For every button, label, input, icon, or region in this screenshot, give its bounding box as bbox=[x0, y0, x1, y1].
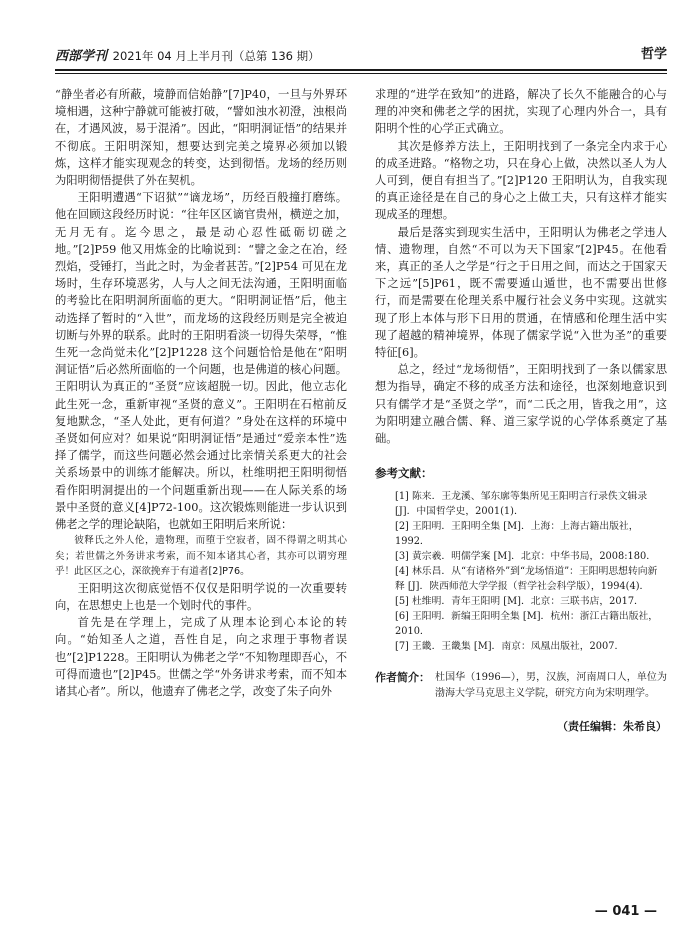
reference-item: [2] 王阳明．王阳明全集 [M]．上海：上海古籍出版社，1992． bbox=[395, 521, 639, 548]
page-number: — 041 — bbox=[594, 904, 657, 919]
reference-item: [5] 杜维明．青年王阳明 [M]．北京：三联书店，2017． bbox=[395, 596, 644, 608]
paragraph: “静坐者必有所蔽，境静而信始静”[7]P40，一旦与外界环境相遇，这种宁静就可能被打破，“譬如浊水初澄，浊根尚在，才遇风波，易于混淆”。因此，“阳明洞证悟”的结果并不彻底。王阳明深知，想要达到完美之境界必须加以锻炼，这样才能实现观念的转变，达到彻悟。龙场的经历则为阳明彻悟提供了外在契机。 bbox=[55, 88, 347, 188]
reference-item: [1] 陈来．王龙溪、邹东廓等集所见王阳明言行录佚文辑录 [J]．中国哲学史，2001(1)． bbox=[395, 491, 648, 518]
author-bio bbox=[375, 670, 667, 702]
editor-credit: （责任编辑：朱希良） bbox=[557, 720, 667, 734]
journal-issue-info bbox=[55, 45, 320, 64]
header-rule bbox=[55, 69, 667, 71]
journal-logo: 西部学刊 bbox=[55, 49, 108, 64]
author-text: 杜国华（1996—），男，汉族，河南周口人，单位为渤海大学马克思主义学院，研究方向为宋明理学。 bbox=[435, 672, 667, 700]
block-quote: 彼释氏之外人伦，遗物理，而堕于空寂者，固不得谓之明其心矣；若世儒之外务讲求考索，而不知本诸其心者，其亦可以谓穷理乎！此区区之心，深欲挽弃于有道者[2]P76。 bbox=[55, 535, 347, 578]
paragraph: 王阳明这次彻底觉悟不仅仅是阳明学说的一次重要转向，在思想史上也是一个划时代的事件。 bbox=[55, 581, 347, 612]
paragraph: 首先是在学理上，完成了从理本论到心本论的转向。“始知圣人之道，吾性自足，向之求理于事物者误也”[2]P1228。王阳明认为佛老之学“不知物理即吾心，不可得而遗也”[2]P45。世儒之学“外务讲求考索，而不知本诸其心者”。所以，他遗弃了佛老之学，改变了朱子向外 bbox=[55, 616, 347, 698]
references-title: 参考文献： bbox=[375, 466, 433, 481]
paragraph: 求理的“进学在致知”的进路，解决了长久不能融合的心与理的冲突和佛老之学的困扰，实现了心理内外合一，具有阳明个性的心学正式确立。 bbox=[375, 88, 667, 136]
references-list bbox=[375, 489, 667, 654]
author-label: 作者简介： bbox=[375, 671, 430, 685]
reference-item: [3] 黄宗羲．明儒学案 [M]．北京：中华书局，2008:180． bbox=[395, 551, 657, 563]
paragraph: 最后是落实到现实生活中，王阳明认为佛老之学违人情、遗物理，自然“不可以为天下国家”[2]P45。在他看来，真正的圣人之学是“行之于日用之间，而达之于国家天下之远”[5]P61，既不需要遁山遁世，也不需要出世修行，而是需要在伦理关系中履行社会义务中实现。这就实现了形上本体与形下日用的贯通，在情感和伦理生活中实现了超越的精神境界，体现了儒家学说“入世为圣”的重要特征[6]。 bbox=[375, 225, 667, 360]
page-header bbox=[55, 38, 667, 70]
reference-item: [4] 林乐昌．从“有诸格外”到“龙场悟道”：王阳明思想转向新释 [J]．陕西师范大学学报（哲学社会科学版），1994(4)． bbox=[395, 566, 658, 593]
paragraph: 其次是修养方法上，王阳明找到了一条完全内求于心的成圣进路。“格物之功，只在身心上做，决然以圣人为人人可到，便自有担当了。”[2]P120 王阳明认为，自我实现的真正途径是在自己的身心之上做工夫，只有这样才能实现成圣的理想。 bbox=[375, 139, 667, 222]
header-rule-thin bbox=[55, 73, 667, 74]
left-column bbox=[55, 86, 347, 700]
reference-item: [7] 王畿．王畿集 [M]．南京：凤凰出版社，2007． bbox=[395, 641, 625, 653]
paragraph: 总之，经过“龙场彻悟”，王阳明找到了一条以儒家思想为指导，确定不移的成圣方法和途径，也深刻地意识到只有儒学才是“圣贤之学”，而“二氏之用，皆我之用”，这为阳明建立融合儒、释、道三家学说的心学体系奠定了基础。 bbox=[375, 363, 667, 446]
paragraph: 王阳明遭遇“下诏狱”“谪龙场”，历经百般撞打磨练。他在回顾这段经历时说：“往年区区谪官贵州，横逆之加，无月无有。迄今思之，最是动心忍性砥砺切磋之地。”[2]P59 他又用炼金的比喻说到：“譬之金之在冶，经烈焰，受锤打，当此之时，为金者甚苦。”[2]P54 可见在龙场时，生存环境恶劣，人与人之间无法沟通，王阳明面临的考验比在阳明洞所面临的更大。“阳明洞证悟”后，他主动选择了暂时的“入世”，而龙场的这段经历则是完全被迫切断与外界的联系。此时的王阳明看淡一切得失荣辱，“惟生死一念尚觉未化”[2]P1228 这个问题恰恰是他在“阳明洞证悟”后必然所面临的一个问题，也是佛道的核心问题。王阳明认为真正的“圣贤”应该超脱一切。因此，他立志化此生死一念，重新审视“圣贤的意义”。王阳明在石棺前反复地默念，“圣人处此，更有何道？”身处在这样的环境中圣贤如何应对？如果说“阳明洞证悟”是通过“爱亲本性”选择了儒学，而这些问题必然会通过比亲情关系更大的社会关系场景中的训练才能解决。所以，杜维明把王阳明彻悟看作阳明洞提出的一个问题重新出现——在人际关系的场景中圣贤的意义[4]P72-100。这次锻炼则能进一步认识到佛老之学的理论缺陷，也就如王阳明后来所说： bbox=[55, 191, 347, 532]
right-column bbox=[375, 86, 667, 736]
reference-item: [6] 王阳明．新编王阳明全集 [M]．杭州：浙江古籍出版社，2010． bbox=[395, 611, 659, 638]
issue-label: 2021年 04 月上半月刊（总第 136 期） bbox=[112, 49, 320, 63]
section-label: 哲学 bbox=[640, 47, 667, 62]
